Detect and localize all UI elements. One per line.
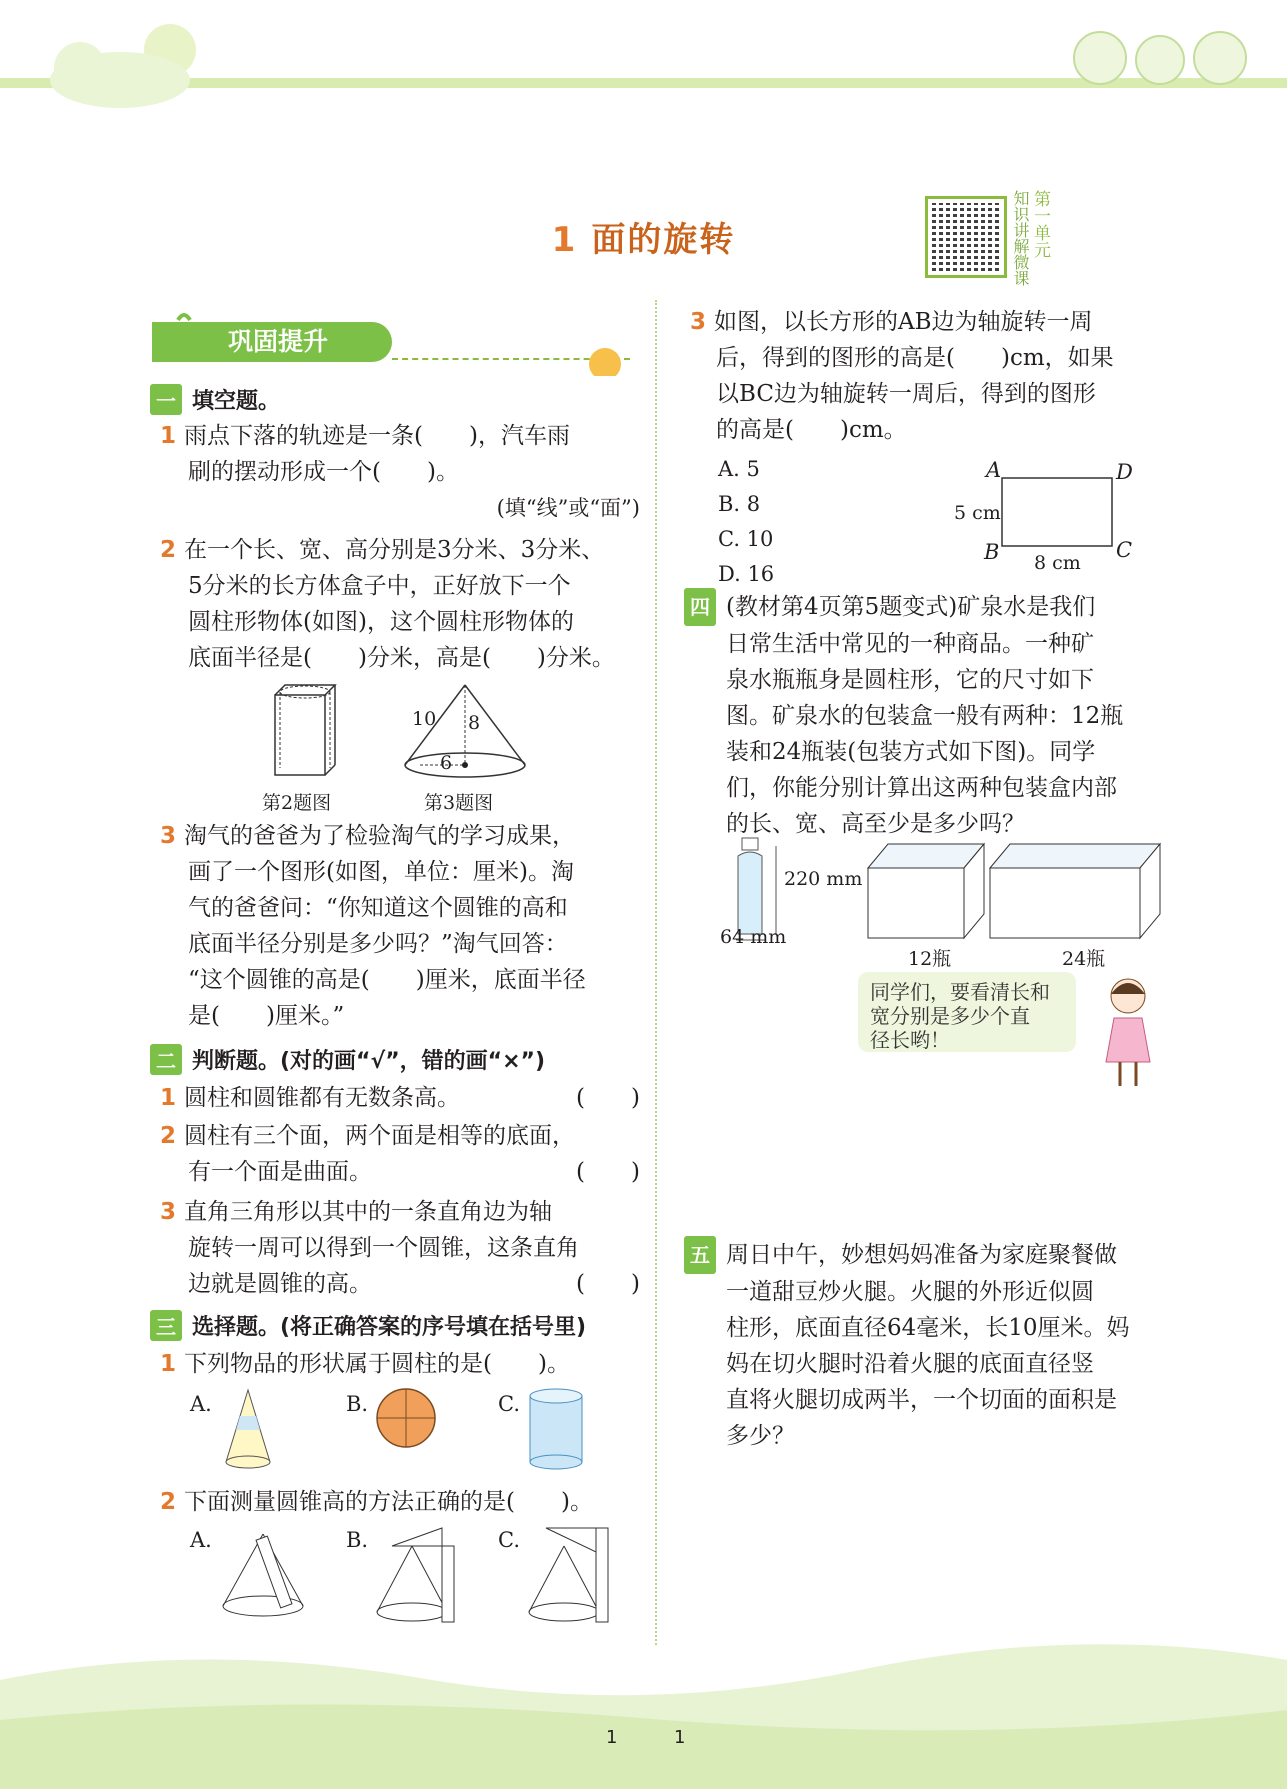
page-number-right: 1: [674, 1727, 686, 1748]
girl-character-illustration: [1090, 974, 1170, 1094]
sunset-icon: [580, 336, 630, 376]
box-cylinder-figure: [270, 680, 340, 780]
cone-radius-label: 6: [440, 752, 453, 774]
s3-question-2: 2 下面测量圆锥高的方法正确的是( )。: [160, 1489, 593, 1515]
section-5-question: 五 周日中午，妙想妈妈准备为家庭聚餐做 一道甜豆炒火腿。火腿的外形近似圆 柱形，底面直径64毫米，长10厘米。妈 妈在切火腿时沿着火腿的底面直径竖 直将火腿切成两半，一个切面的面积是 多少？: [684, 1236, 1164, 1454]
s1-question-3: 3 淘气的爸爸为了检验淘气的学习成果， 画了一个图形(如图，单位：厘米)。淘 气的爸爸问：“你知道这个圆锥的高和 底面半径分别是多少吗？”淘气回答： “这个圆锥的高是( )厘米，底面半径 是( )厘米。”: [160, 823, 586, 1029]
cone-slant-label: 10: [412, 708, 437, 730]
s3-question-1: 1 下列物品的形状属于圆柱的是( )。: [160, 1351, 570, 1377]
cone-measure-a-figure: [218, 1526, 318, 1626]
choice-c: C. 10: [718, 527, 774, 551]
speech-bubble: 同学们，要看清长和 宽分别是多少个直 径长哟！: [858, 972, 1076, 1052]
page-number-left: 1: [606, 1727, 618, 1748]
fig-2-caption: 第2题图: [262, 792, 332, 814]
cone-height-label: 8: [468, 712, 481, 734]
s2-question-1: 1 圆柱和圆锥都有无数条高。 ( ): [160, 1085, 640, 1111]
choice-b: B. 8: [718, 492, 761, 516]
s2-question-2: 2 圆柱有三个面，两个面是相等的底面， 有一个面是曲面。 ( ): [160, 1123, 640, 1185]
section-4-question: 四 (教材第4页第5题变式)矿泉水是我们 日常生活中常见的一种商品。一种矿 泉水瓶瓶身是圆柱形，它的尺寸如下 图。矿泉水的包装盒一般有两种：12瓶 装和24瓶装(包装方式如下图)。同学 们，你能分别计算出这两种包装盒内部 的长、宽、高至少是多少吗？: [684, 588, 1164, 842]
box-12-label: 12瓶: [908, 948, 952, 970]
bottle-diameter-label: 64 mm: [720, 926, 787, 948]
rect-side-label: 5 cm: [954, 502, 1001, 524]
cloud-sun-decoration: [20, 10, 200, 110]
rect-label-c: C: [1116, 538, 1133, 562]
rectangle-abcd-figure: [1000, 476, 1116, 552]
s1-question-1: 1 雨点下落的轨迹是一条( )，汽车雨 刷的摆动形成一个( )。 (填“线”或“面”): [160, 423, 640, 520]
rect-label-d: D: [1116, 460, 1133, 484]
column-divider: [655, 300, 657, 1645]
s1-question-2: 2 在一个长、宽、高分别是3分米、3分米、 5分米的长方体盒子中，正好放下一个 圆柱形物体(如图)，这个圆柱形物体的 底面半径是( )分米，高是( )分米。: [160, 537, 615, 671]
striped-cone-icon: [220, 1388, 276, 1478]
cylinder-jar-icon: [526, 1386, 586, 1470]
choice-a: A. 5: [718, 457, 760, 481]
section-1-heading: 一 填空题。: [150, 384, 280, 415]
bottle-height-label: 220 mm: [784, 868, 863, 890]
basketball-icon: [374, 1386, 438, 1450]
s3-q1-option-a: A.: [190, 1392, 212, 1416]
choice-d: D. 16: [718, 562, 775, 586]
animal-faces-decoration: [1060, 20, 1260, 90]
section-banner: 巩固提升: [152, 322, 392, 362]
section-2-heading: 二 判断题。(对的画“√”，错的画“×”): [150, 1044, 545, 1075]
s3-question-3: 3 如图，以长方形的AB边为轴旋转一周 后，得到的图形的高是( )cm，如果 以BC边为轴旋转一周后，得到的图形 的高是( )cm。: [690, 309, 1114, 443]
s2-question-3: 3 直角三角形以其中的一条直角边为轴 旋转一周可以得到一个圆锥，这条直角 边就是圆锥的高。 ( ): [160, 1199, 640, 1297]
hills-decoration: [0, 1620, 1287, 1789]
fig-3-caption: 第3题图: [424, 792, 494, 814]
cone-figure: [400, 680, 530, 780]
s3-q3-choices: [718, 452, 774, 592]
box-24-figure: [988, 842, 1164, 942]
qr-label-lessons: 知识讲解微课: [1011, 190, 1030, 286]
qr-label-unit: 第一单元: [1030, 190, 1050, 258]
cone-measure-b-figure: [372, 1522, 472, 1632]
qr-code[interactable]: [925, 196, 1007, 278]
cone-measure-c-figure: [524, 1522, 624, 1632]
page-title: 1 面的旋转: [551, 220, 736, 260]
box-24-label: 24瓶: [1062, 948, 1106, 970]
s3-q2-option-b: B.: [346, 1528, 369, 1552]
s3-q2-option-c: C.: [498, 1528, 520, 1552]
s3-q2-option-a: A.: [190, 1528, 212, 1552]
section-3-heading: 三 选择题。(将正确答案的序号填在括号里): [150, 1310, 586, 1341]
rect-bottom-label: 8 cm: [1034, 552, 1081, 574]
rect-label-b: B: [984, 540, 1000, 564]
s3-q1-option-b: B.: [346, 1392, 369, 1416]
s3-q1-option-c: C.: [498, 1392, 520, 1416]
rect-label-a: A: [986, 458, 1002, 482]
box-12-figure: [866, 842, 986, 942]
